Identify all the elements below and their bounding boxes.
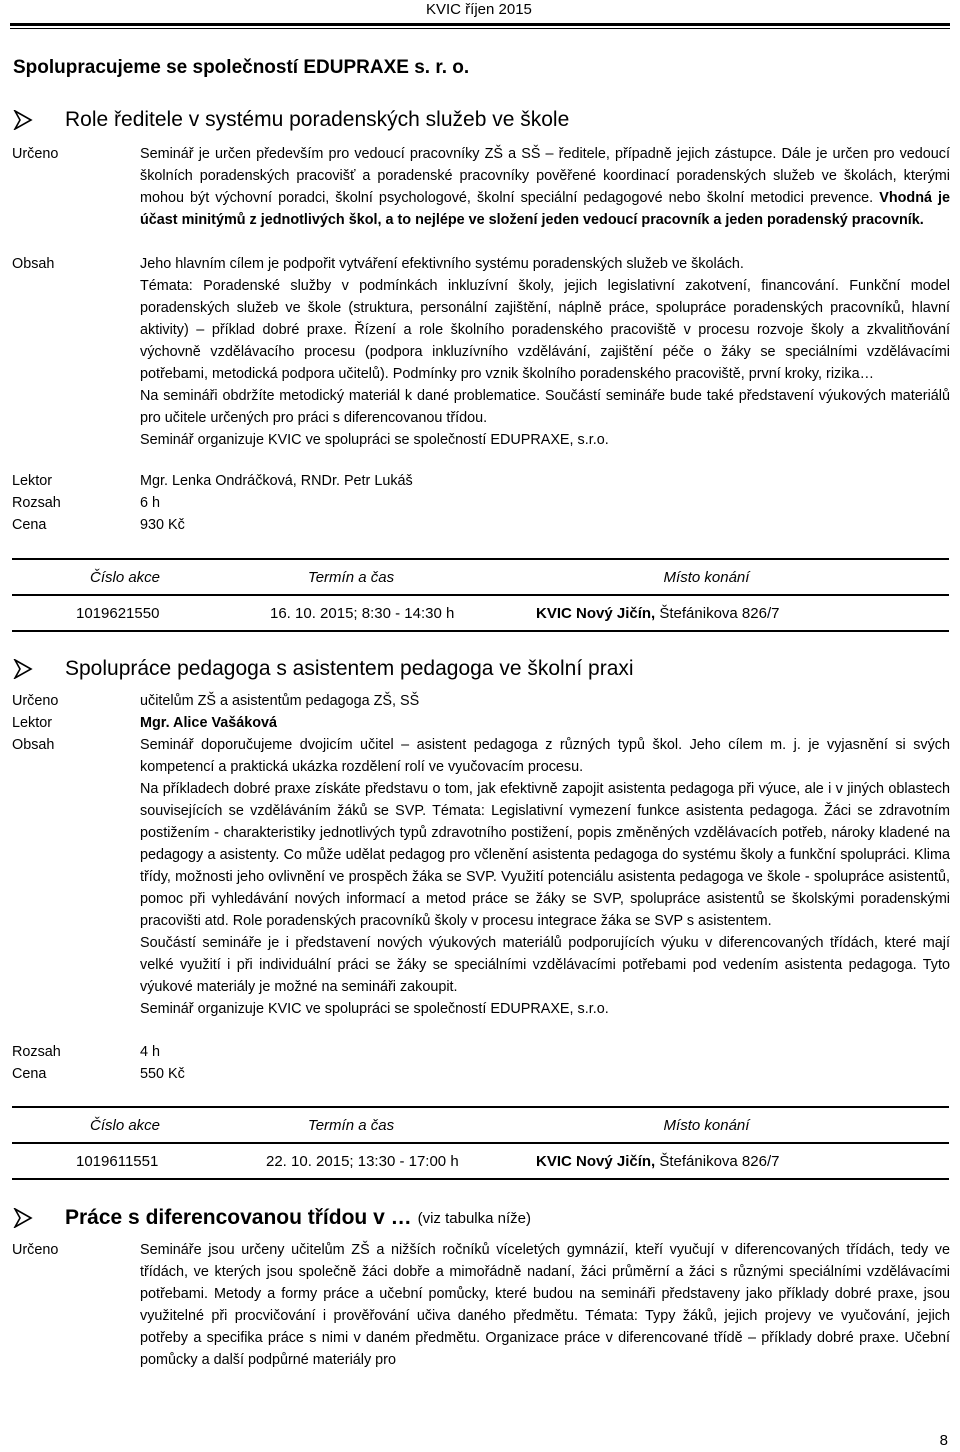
table-header-cislo: Číslo akce (12, 1107, 238, 1143)
obsah-paragraph: Na semináři obdržíte metodický materiál k dané problematice. Součástí semináře bude také představení výukových materiálů pro učitele určených pro práci s diferencovanou třídou. (140, 388, 950, 426)
urceno-label: Určeno (12, 693, 59, 709)
section-2-cena-row (12, 1063, 950, 1085)
table-cell-termin: 22. 10. 2015; 13:30 - 17:00 h (238, 1143, 464, 1179)
misto-bold: KVIC Nový Jičín, (536, 604, 656, 622)
section-1-table (12, 558, 949, 632)
header-text: KVIC říjen 2015 (426, 1, 532, 18)
section-1-cena-row (12, 514, 950, 536)
section-2-lektor-row (12, 712, 950, 734)
urceno-label: Určeno (12, 146, 59, 162)
obsah-paragraph: Součástí semináře je i představení nových výukových materiálů podporujících výuku v diferencovaných třídách, které mají velké využití i při individuální práci se žáky se speciálními vzdělávacími potřebami pod vedením asistenta pedagoga. Tyto výukové materiály je možné na semináři zakoupit. (140, 935, 950, 995)
table-row (12, 595, 949, 631)
header-rule-thick (10, 23, 950, 26)
table-cell-cislo: 1019621550 (12, 595, 238, 631)
arrow-bullet-icon (13, 1208, 33, 1228)
misto-bold: KVIC Nový Jičín, (536, 1152, 656, 1170)
section-1-lektor-row (12, 470, 950, 492)
page-number: 8 (939, 1432, 948, 1449)
obsah-paragraph: Témata: Poradenské služby v podmínkách inkluzívní školy, jejich legislativní zakotvení, financování. Funkční model poradenských služeb ve škole (struktura, personální zajištění, náplně práce, spolupráce poradenských pracovníků, hlavní aktivity) – příklad dobré praxe. Řízení a role školního poradenského pracoviště v procesu rozvoje školy a zkvalitňování výchovně vzdělávacího procesu (podpora inkluzívního vzdělávání, zajištění péče o žáky se speciálními vzdělávacími potřebami, metodická podpora učitelů). Podmínky pro vznik školního poradenského pracoviště, první kroky, rizika… (140, 278, 950, 382)
obsah-paragraph: Na příkladech dobré praxe získáte představu o tom, jak efektivně zapojit asistenta pedagoga při výuce, ale i v jiných oblastech souvisejících se vzděláváním žáků se SVP. Témata: Legislativní vymezení funkce asistenta pedagoga. Žáci se zdravotním postižením - charakteristiky jednotlivých typů zdravotního postižení, popis změněných vzdělávacích potřeb, nároky kladené na pedagogy a asistenty. Co může udělat pedagog pro včlenění asistenta pedagoga do systému školy a funkční spolupráci. Klima třídy, možnosti jeho ovlivnění ve prospěch žáka se SVP. Využití potenciálu asistenta pedagoga ve škole - spolupráce asistentů, pomoc při vyhledávání nových informací a metod práce se žáky se SVP, spolupráce asistentů se školskými poradenskými pracovišti atd. Role poradenských pracovníků školy v procesu integrace žáka se SVP s asistentem. (140, 781, 950, 929)
rozsah-label: Rozsah (12, 1044, 61, 1060)
table-cell-misto (464, 595, 949, 631)
section-2-obsah-row (12, 734, 950, 1020)
obsah-paragraph: Seminář organizuje KVIC ve spolupráci se společností EDUPRAXE, s.r.o. (140, 432, 609, 448)
urceno-label: Určeno (12, 1242, 59, 1258)
table-cell-cislo: 1019611551 (12, 1143, 238, 1179)
table-header-misto: Místo konání (464, 559, 949, 595)
table-header-cislo: Číslo akce (12, 559, 238, 595)
table-cell-termin: 16. 10. 2015; 8:30 - 14:30 h (238, 595, 464, 631)
obsah-paragraph: Seminář doporučujeme dvojicím učitel – asistent pedagoga z různých typů škol. Jeho cílem m. j. je vyjasnění si svých kompetencí a praktická ukázka rozdělení rolí ve vyučovacím procesu. (140, 737, 950, 775)
section-1-obsah-row (12, 253, 950, 451)
table-header-termin: Termín a čas (238, 1107, 464, 1143)
section-2-heading (13, 657, 634, 681)
section-3-urceno-row (12, 1239, 950, 1371)
rozsah-value: 4 h (140, 1044, 161, 1060)
urceno-value: Semináře jsou určeny učitelům ZŠ a nižších ročníků víceletých gymnázií, kteří vyučují v diferencovaných třídách, tedy ve třídách, ve kterých jsou společně žáci dobře a mimořádně nadaní, žáci průměrní a žáci s různými speciálními vzdělávacími potřebami. Metody a formy práce a učební pomůcky, které budou na semináři představeny jako příklady dobré praxe, jsou využitelné při procvičování i prověřování učiva daného předmětu. Témata: Typy žáků, jejich projevy ve vyučování, jejich potřeby a specifika práce s nimi v daném předmětu. Organizace práce v diferencované třídě – příklady dobré praxe. Učební pomůcky a další podpůrné materiály pro (140, 1242, 950, 1368)
lektor-value: Mgr. Lenka Ondráčková, RNDr. Petr Lukáš (140, 473, 413, 489)
section-2-table (12, 1106, 949, 1180)
table-cell-misto (464, 1143, 949, 1179)
section-2-urceno-row (12, 690, 950, 712)
lektor-label: Lektor (12, 473, 52, 489)
section-3-heading (13, 1206, 531, 1230)
misto-rest: Štefánikova 826/7 (655, 604, 780, 622)
table-row (12, 1143, 949, 1179)
lektor-value: Mgr. Alice Vašáková (140, 715, 278, 731)
obsah-paragraph: Jeho hlavním cílem je podpořit vytváření efektivního systému poradenských služeb ve školách. (140, 256, 744, 272)
cena-value: 550 Kč (140, 1066, 185, 1082)
urceno-value: učitelům ZŠ a asistentům pedagoga ZŠ, SŠ (140, 693, 420, 709)
section-2-rozsah-row (12, 1041, 950, 1063)
lektor-label: Lektor (12, 715, 52, 731)
obsah-content (140, 253, 950, 451)
table-header-row (12, 559, 949, 595)
arrow-bullet-icon (13, 659, 33, 679)
obsah-label: Obsah (12, 737, 55, 753)
table-header-termin: Termín a čas (238, 559, 464, 595)
obsah-content (140, 734, 950, 1020)
section-2-title: Spolupráce pedagoga s asistentem pedagoga ve školní praxi (65, 657, 634, 680)
arrow-bullet-icon (13, 110, 33, 130)
urceno-content (140, 143, 950, 231)
obsah-paragraph: Seminář organizuje KVIC ve spolupráci se společností EDUPRAXE, s.r.o. (140, 1001, 609, 1017)
section-1-heading (13, 108, 569, 132)
section-3-note: (viz tabulka níže) (417, 1209, 531, 1227)
cena-label: Cena (12, 517, 47, 533)
cena-label: Cena (12, 1066, 47, 1082)
urceno-text: Seminář je určen především pro vedoucí pracovníky ZŠ a SŠ – ředitele, případně jejich zástupce. Dále je určen pro vedoucí školních poradenských pracovišť a poradenské pracovníky pověřené koordinací poradenských služeb ve školách, kterými mohou být výchovní poradci, školní psychologové, školní speciální pedagogové nebo školní metodici prevence. (140, 146, 950, 206)
cena-value: 930 Kč (140, 517, 185, 533)
rozsah-label: Rozsah (12, 495, 61, 511)
header-rule-thin (10, 28, 950, 29)
section-3-title: Práce s diferencovanou třídou v … (65, 1206, 412, 1229)
table-header-misto: Místo konání (464, 1107, 949, 1143)
company-title: Spolupracujeme se společností EDUPRAXE s. r. o. (13, 57, 470, 78)
table-header-row (12, 1107, 949, 1143)
section-1-urceno-row (12, 143, 950, 231)
urceno-bold-text: Vhodná je účast minitýmů z jednotlivých škol, a to nejlépe ve složení jeden vedoucí pracovník a jeden poradenský pracovník. (140, 190, 951, 228)
obsah-label: Obsah (12, 256, 55, 272)
misto-rest: Štefánikova 826/7 (655, 1152, 780, 1170)
section-1-title: Role ředitele v systému poradenských služeb ve škole (65, 108, 570, 131)
section-1-rozsah-row (12, 492, 950, 514)
rozsah-value: 6 h (140, 495, 161, 511)
